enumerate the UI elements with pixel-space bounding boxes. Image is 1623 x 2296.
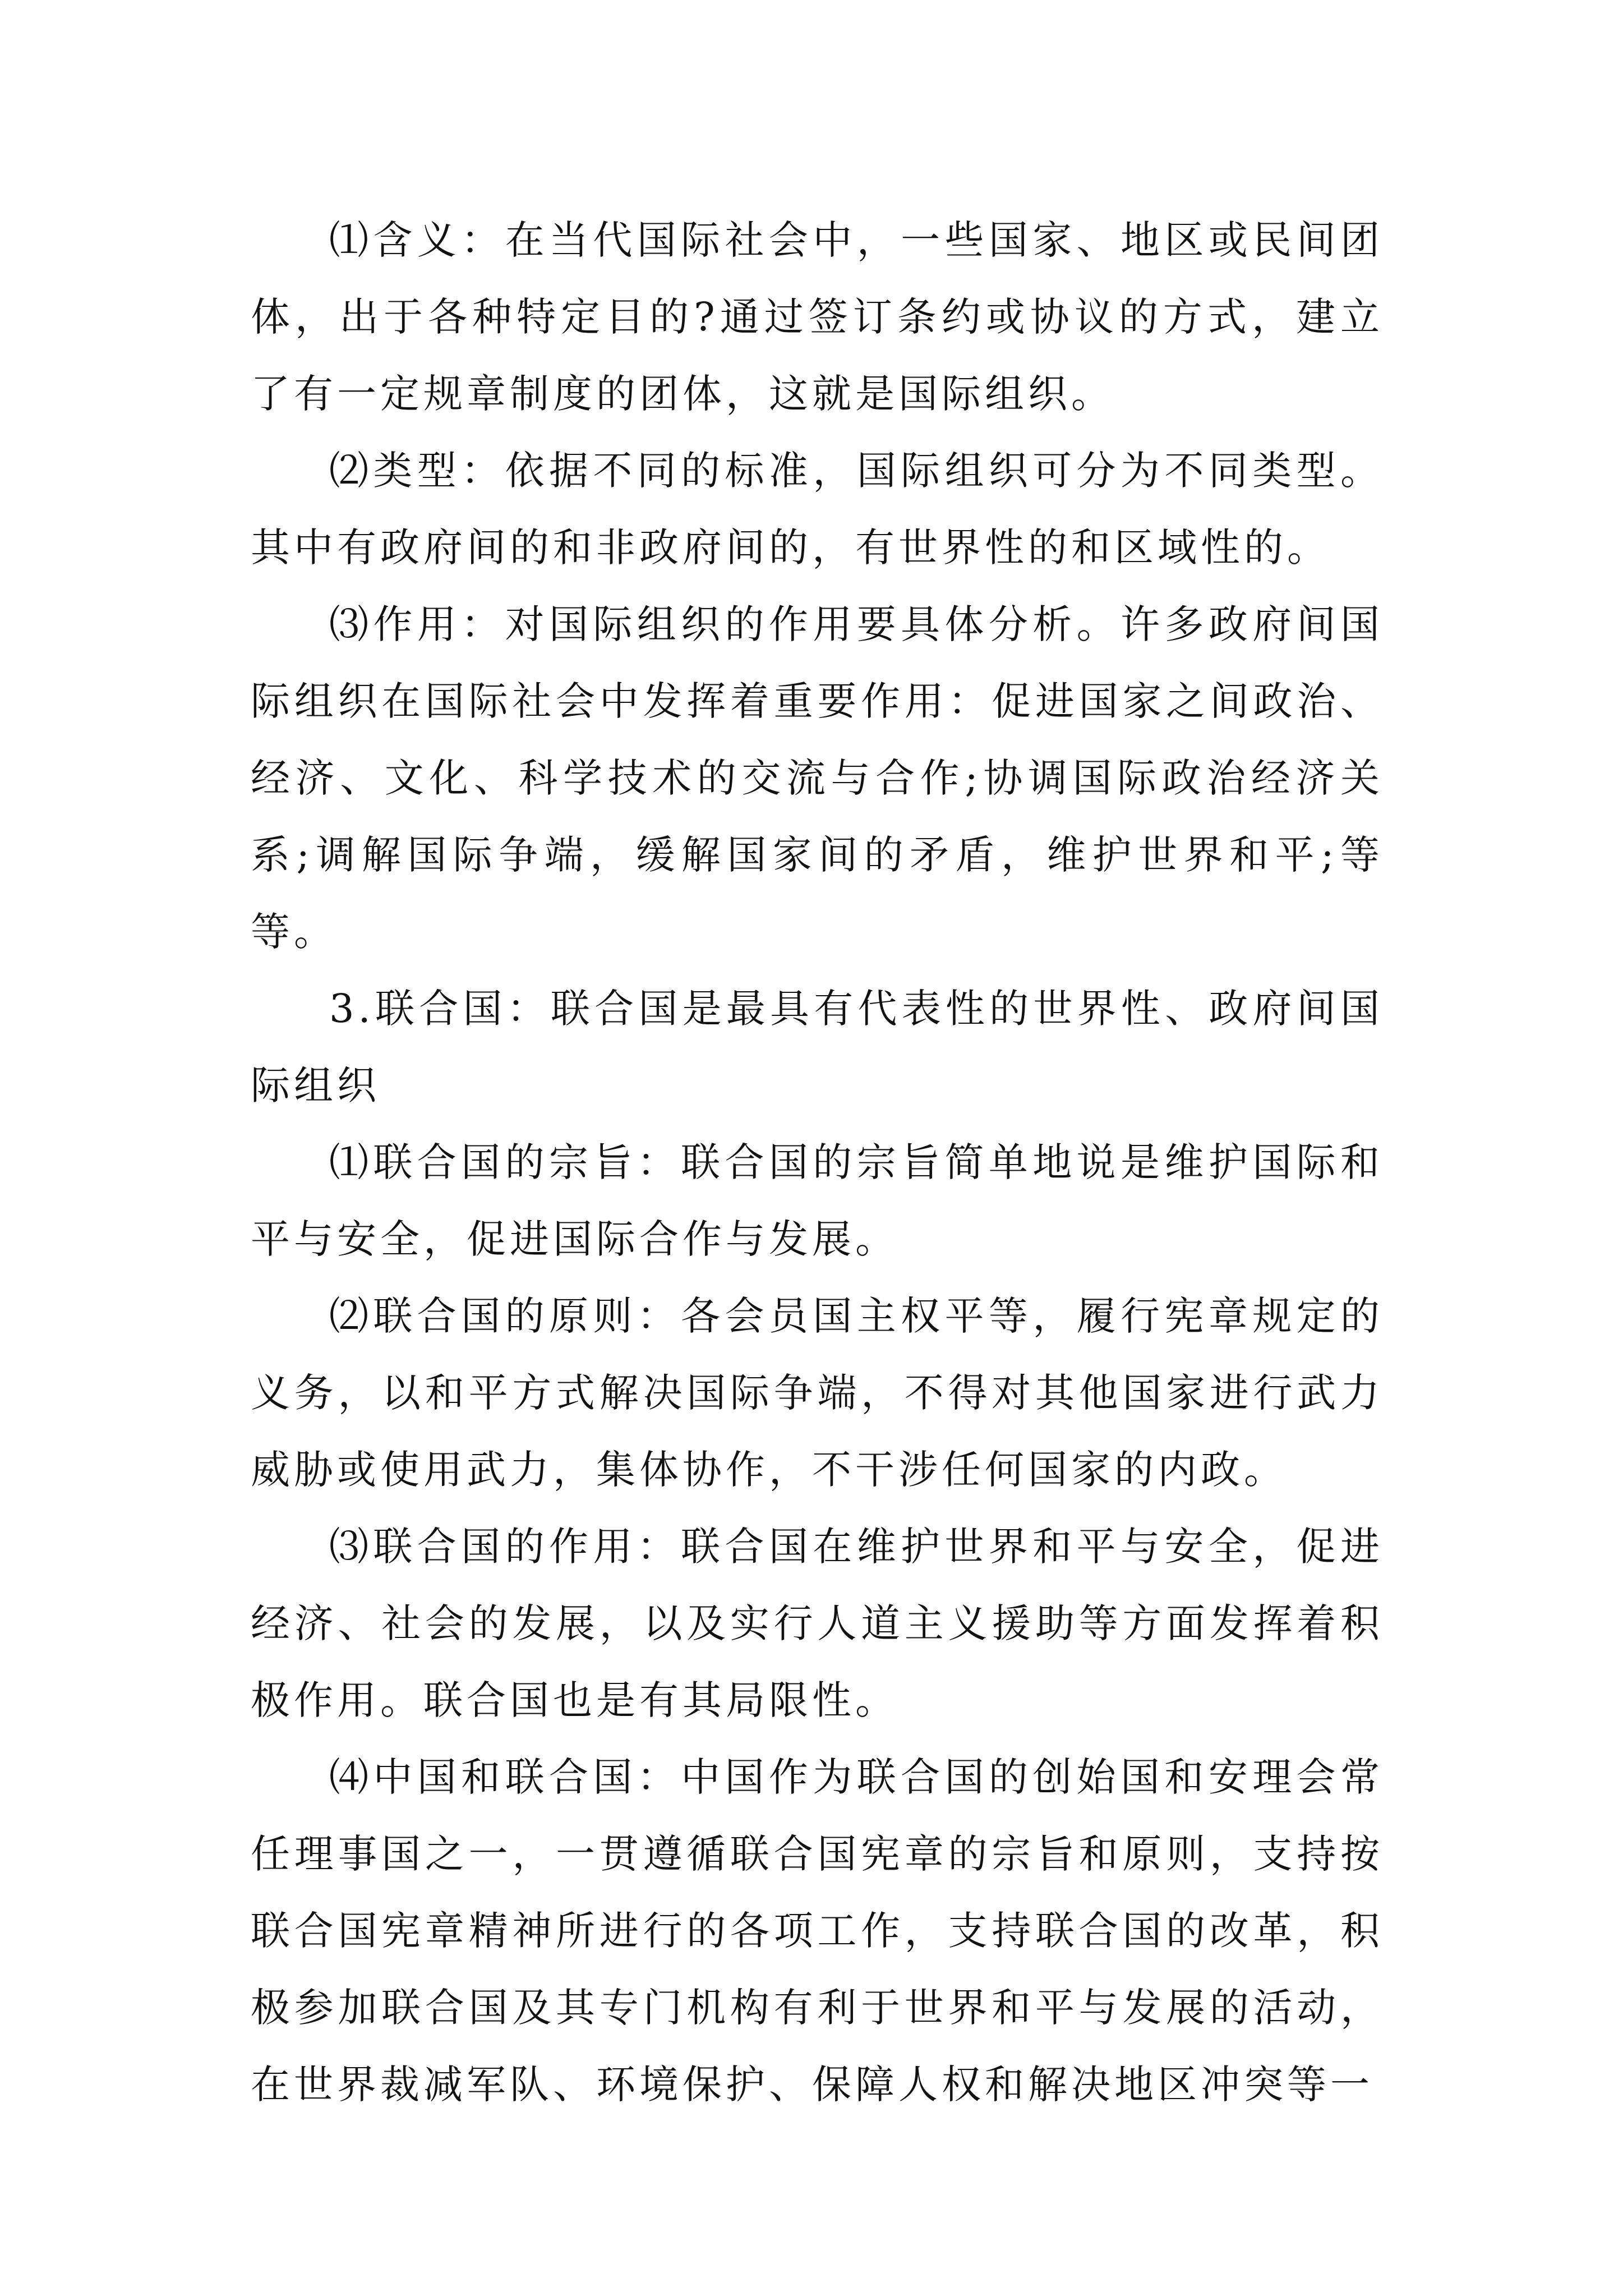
document-body — [251, 202, 1384, 2123]
paragraph-united-nations-heading: 3.联合国：联合国是最具有代表性的世界性、政府间国际组织 — [251, 986, 1384, 1108]
paragraph-international-org-role: ⑶作用：对国际组织的作用要具体分析。许多政府间国际组织在国际社会中发挥着重要作用：促进国家之间政治、经济、文化、科学技术的交流与合作;协调国际政治经济关系;调解国际争端，缓解国家间的矛盾，维护世界和平;等等。 — [251, 601, 1384, 955]
paragraph-un-principles: ⑵联合国的原则：各会员国主权平等，履行宪章规定的义务，以和平方式解决国际争端，不得对其他国家进行武力威胁或使用武力，集体协作，不干涉任何国家的内政。 — [251, 1293, 1384, 1493]
paragraph-un-purposes: ⑴联合国的宗旨：联合国的宗旨简单地说是维护国际和平与安全，促进国际合作与发展。 — [251, 1139, 1384, 1262]
paragraph-international-org-types: ⑵类型：依据不同的标准，国际组织可分为不同类型。其中有政府间的和非政府间的，有世界性的和区域性的。 — [251, 448, 1384, 570]
paragraph-international-org-definition: ⑴含义：在当代国际社会中，一些国家、地区或民间团体，出于各种特定目的?通过签订条约或协议的方式，建立了有一定规章制度的团体，这就是国际组织。 — [251, 217, 1384, 417]
paragraph-un-role: ⑶联合国的作用：联合国在维护世界和平与安全，促进经济、社会的发展，以及实行人道主义援助等方面发挥着积极作用。联合国也是有其局限性。 — [251, 1524, 1384, 1723]
paragraph-china-and-un: ⑷中国和联合国：中国作为联合国的创始国和安理会常任理事国之一，一贯遵循联合国宪章的宗旨和原则，支持按联合国宪章精神所进行的各项工作，支持联合国的改革，积极参加联合国及其专门机构有利于世界和平与发展的活动，在世界裁减军队、环境保护、保障人权和解决地区冲突等一 — [251, 1754, 1384, 2108]
